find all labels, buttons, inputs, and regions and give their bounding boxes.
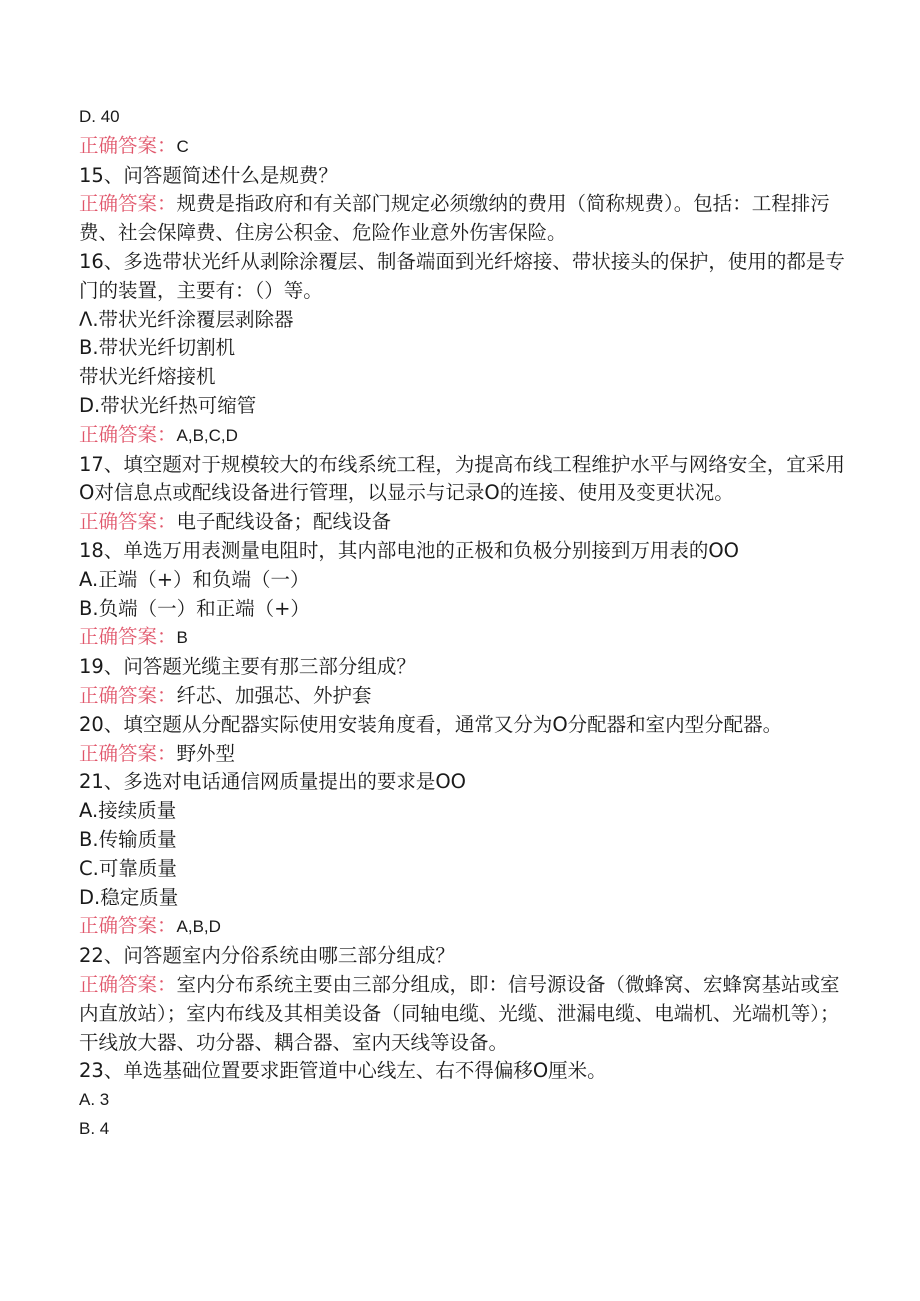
question-line: 21、多选对电话通信网质量提出的要求是OO (79, 770, 467, 794)
answer-text: A,B,C,D (176, 425, 238, 445)
option-line: A.正端（+）和负端（一） (79, 567, 310, 591)
answer-label: 正确答案： (79, 625, 177, 649)
answer-text: A,B,D (176, 917, 221, 937)
answer-label: 正确答案： (79, 422, 177, 446)
answer-text: C (176, 136, 189, 156)
option-line: B. 4 (79, 1118, 110, 1138)
question-line: 17、填空题对于规模较大的布线系统工程，为提高布线工程维护水平与网络安全，宜采用O对信息点或配线设备进行管理，以显示与记录O的连接、使用及变更状况。 (79, 452, 845, 505)
answer-line (79, 682, 849, 711)
option-line: C.可靠质量 (79, 856, 177, 880)
answer-label: 正确答案： (79, 972, 177, 996)
question-line: 18、单选万用表测量电阻时，其内部电池的正极和负极分别接到万用表的OO (79, 538, 740, 562)
option-line: D.带状光纤热可缩管 (79, 393, 257, 417)
question-line: 23、单选基础位置要求距管道中心线左、右不得偏移O厘米。 (79, 1059, 607, 1083)
answer-label: 正确答案： (79, 683, 177, 707)
answer-line (79, 508, 849, 537)
answer-text: 电子配线设备；配线设备 (176, 510, 392, 534)
answer-label: 正确答案： (79, 192, 177, 216)
question-line: 15、问答题简述什么是规费？ (79, 163, 338, 187)
option-line: B.传输质量 (79, 827, 177, 851)
answer-line (79, 132, 849, 162)
option-line: B.负端（一）和正端（+） (79, 596, 310, 620)
option-line: B.带状光纤切割机 (79, 336, 236, 360)
question-line: 22、问答题室内分俗系统由哪三部分组成？ (79, 944, 455, 968)
answer-line (79, 421, 849, 451)
answer-line (79, 912, 849, 942)
question-line: 20、填空题从分配器实际使用安装角度看，通常又分为O分配器和室内型分配器。 (79, 712, 783, 736)
answer-line (79, 623, 849, 653)
option-line: Λ.带状光纤涂覆层剥除器 (79, 307, 294, 331)
answer-text: 规费是指政府和有关部门规定必须缴纳的费用（简称规费）。包括：工程排污费、社会保障费、住房公积金、危险作业意外伤害保险。 (79, 192, 830, 245)
option-line: A.接续质量 (79, 799, 177, 823)
answer-label: 正确答案： (79, 133, 177, 157)
answer-line (79, 740, 849, 769)
option-line: 带状光纤熔接机 (79, 365, 216, 389)
question-line: 19、问答题光缆主要有那三部分组成？ (79, 655, 416, 679)
option-line: D. 40 (79, 107, 120, 126)
option-line: D.稳定质量 (79, 885, 179, 909)
answer-line (79, 190, 849, 248)
answer-label: 正确答案： (79, 914, 177, 938)
answer-label: 正确答案： (79, 741, 177, 765)
answer-text: B (176, 628, 188, 648)
answer-line (79, 971, 849, 1057)
document-page (79, 103, 849, 1144)
answer-text: 野外型 (176, 741, 236, 765)
answer-text: 纤芯、加强芯、外护套 (176, 683, 372, 707)
answer-text: 室内分布系统主要由三部分组成，即：信号源设备（微蜂窝、宏蜂窝基站或室内直放站）；室内布线及其相美设备（同轴电缆、光缆、泄漏电缆、电端机、光端机等）；干线放大器、功分器、耦合器、室内天线等设备。 (79, 972, 840, 1054)
question-line: 16、多选带状光纤从剥除涂覆层、制备端面到光纤熔接、带状接头的保护，使用的都是专门的装置，主要有：（）等。 (79, 249, 845, 302)
answer-label: 正确答案： (79, 510, 177, 534)
option-line: A. 3 (79, 1090, 110, 1110)
